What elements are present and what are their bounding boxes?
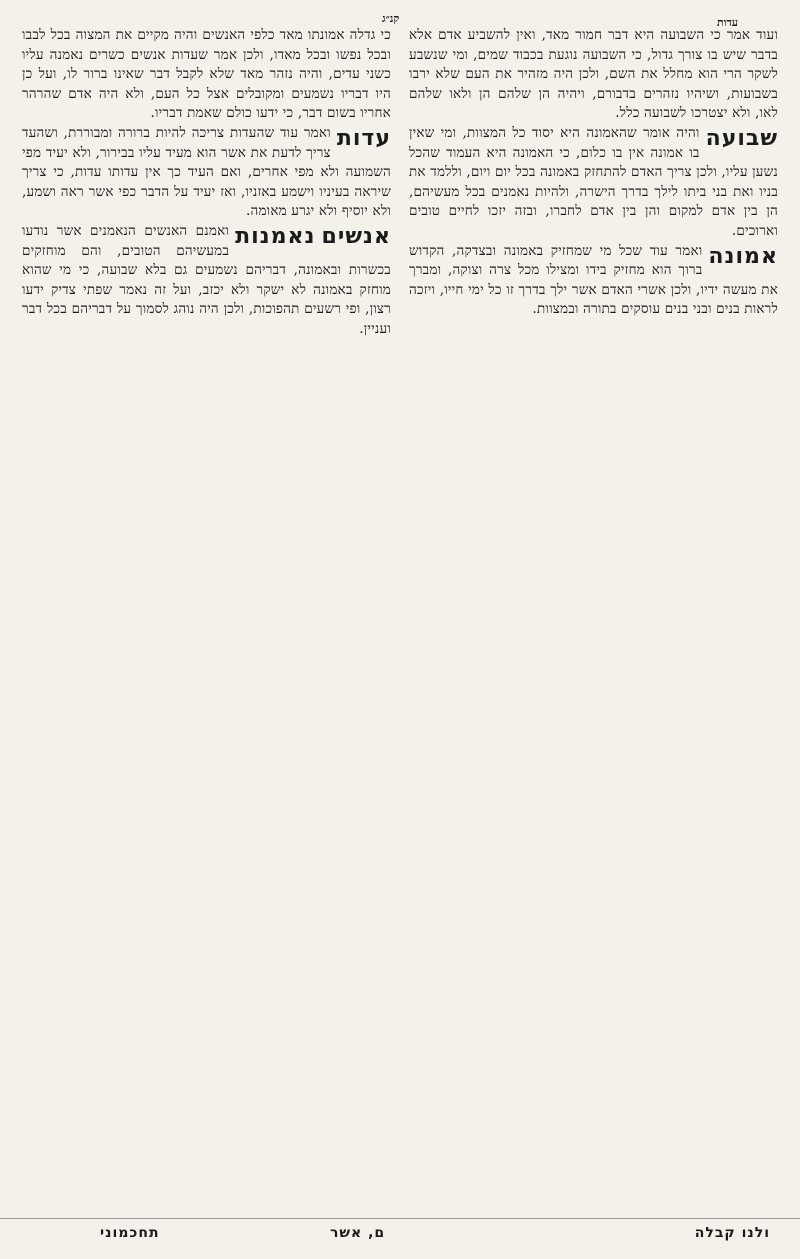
text-columns <box>22 26 778 1211</box>
marginal-heading: נאמנות <box>235 223 316 249</box>
running-head-word: עדות <box>716 16 738 29</box>
paragraph: ואמר עוד שהעדות צריכה להיות ברורה ומבוררת, ושהעד צריך לדעת את אשר הוא מעיד עליו בבירור, ולא יעיד מפי השמועה ולא מפי אחרים, ואם העיד כך אין עדותו עדות, כי צריך שיראה בעיניו וישמע באזניו, ואז יעיד על הדבר כפי אשר ראה ושמע, ולא יוסיף ולא יגרע מאומה. <box>22 124 391 220</box>
marginal-heading: אנשים <box>321 223 391 249</box>
paragraph: ועוד אמר כי השבועה היא דבר חמור מאד, ואין להשביע אדם אלא בדבר שיש בו צורך גדול, כי השבועה נוגעת בכבוד שמים, ומי שנשבע לשקר הרי הוא מחלל את השם, ולכן היה מזהיר את העם שלא ירבו בשבועות, ושיהיו נזהרים בדבורם, ויהיה הן שלהם הן ולאו שלהם לאו, ולא יצטרכו לשבועה כלל. <box>409 27 778 122</box>
marginal-heading: עדות <box>336 125 391 151</box>
paragraph: ואמר עוד שכל מי שמחזיק באמונה ובצדקה, הקדוש ברוך הוא מחזיק בידו ומצילו מכל צרה וצוקה, ומברך את מעשה ידיו, ולכן אשרי האדם אשר ילך בדרך זו כל ימי חייו, ויזכה לראות בנים ובני בנים עוסקים בתורה ובמצוות. <box>409 242 778 318</box>
paragraph: ואמנם האנשים הנאמנים אשר נודעו במעשיהם הטובים, והם מוחזקים בכשרות ובאמונה, דבריהם נשמעים גם בלא שבועה, כי מי שהוא מוחזק באמונה לא ישקר ולא יכזב, ועל זה נאמר שפתי צדיק ידעו רצון, ופי רשעים תהפוכות, ולכן היה נוהג לסמוך על דבריהם בכל דבר ועניין. <box>22 222 391 337</box>
right-column <box>409 26 778 1211</box>
paragraph: והיה אומר שהאמונה היא יסוד כל המצוות, ומי שאין בו אמונה אין בו כלום, כי האמונה היא העמוד שהכל נשען עליו, ולכן צריך האדם להתחזק באמונה בכל יום ויום, וללמד את בניו ואת בני ביתו לילך בדרך הישרה, ולהיות נאמנים בכל מעשיהם, הן בין אדם למקום והן בין אדם לחברו, ובזה יזכו לחיים טובים וארוכים. <box>409 124 778 239</box>
paragraph: כי גדלה אמונתו מאד כלפי האנשים והיה מקיים את המצוה בכל לבבו ובכל נפשו ובכל מאדו, ולכן אמר שעדות אנשים כשרים נאמנה עליו כשני עדים, והיה נזהר מאד שלא לקבל דבר שאינו ברור לו, ועל כן היו דבריו נשמעים ומקובלים אצל כל העם, ולא היה אדם שהרהר אחריו בשום דבר, כי ידעו כולם שאמת דבריו. <box>22 27 391 122</box>
marginal-heading: שבועה <box>705 125 778 151</box>
page-label: קנ״ג <box>382 12 400 25</box>
page-footer <box>0 1218 800 1245</box>
left-column <box>22 26 391 1211</box>
catchword-right: ולנו קבלה <box>694 1225 770 1241</box>
catchword-middle: ם, אשר <box>330 1225 386 1241</box>
catchword-left: תחכמוני <box>100 1225 160 1241</box>
marginal-heading: אמונה <box>708 243 778 269</box>
